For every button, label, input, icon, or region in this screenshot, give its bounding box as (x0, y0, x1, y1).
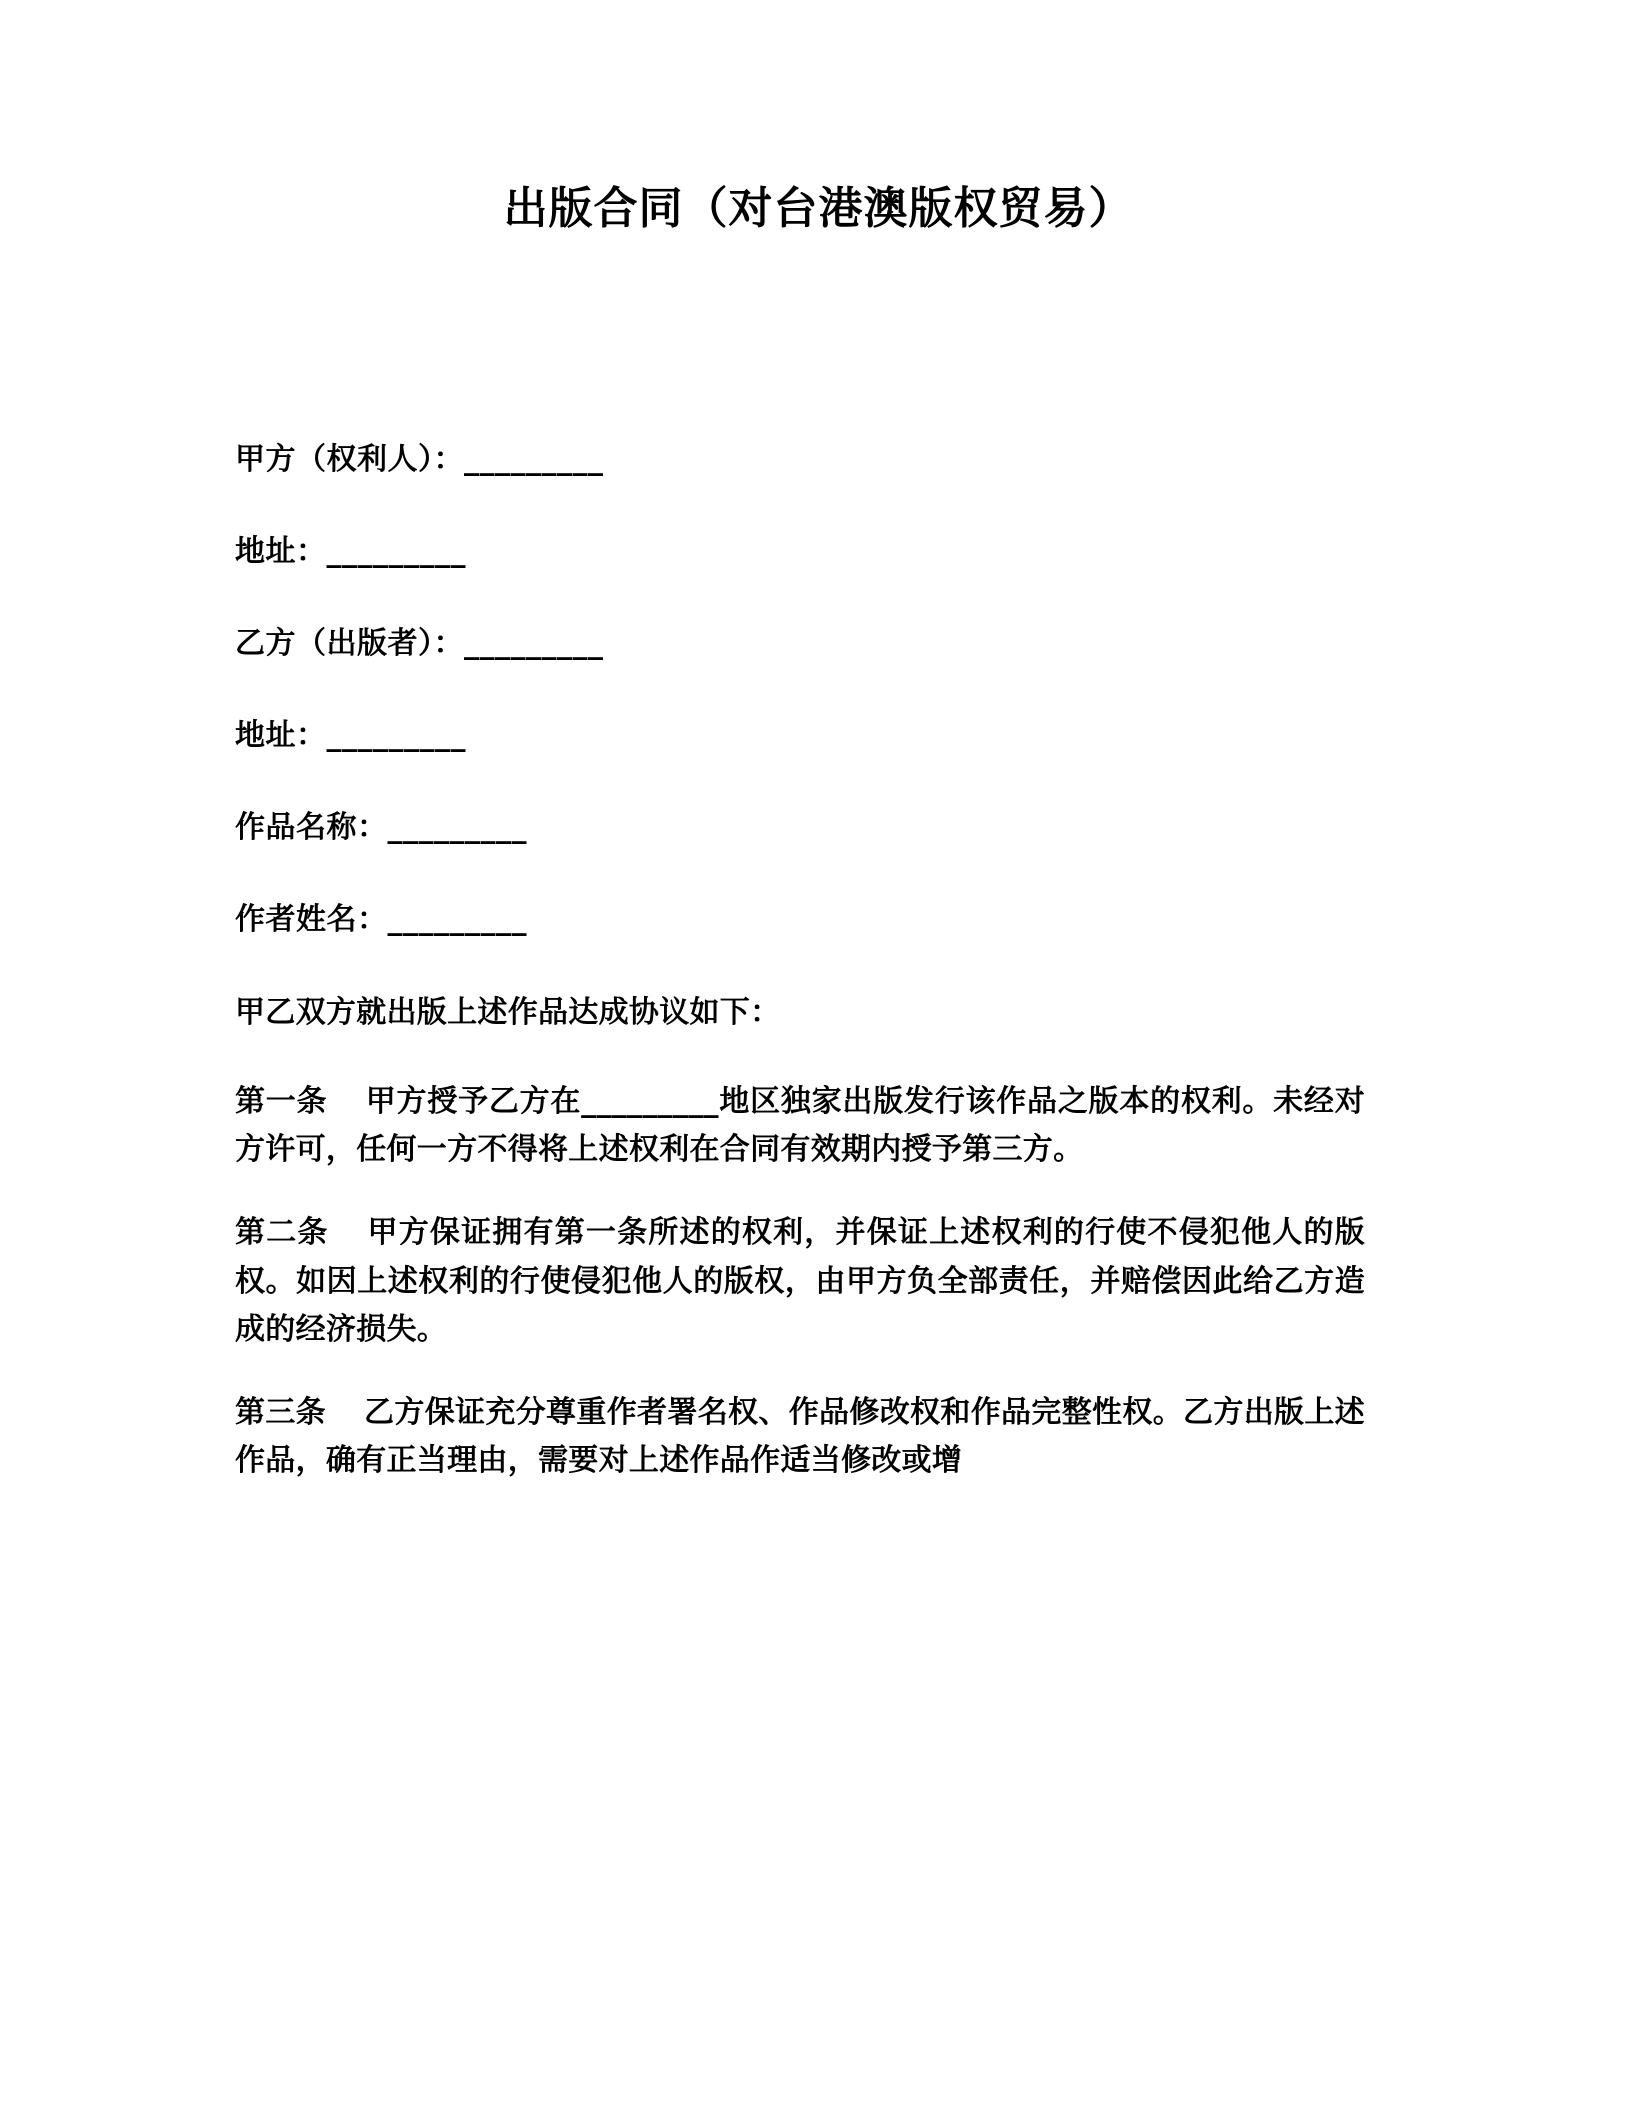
field-party-a-address: 地址：_________ (235, 534, 466, 570)
title-spacer (235, 237, 1432, 437)
field-work-title: 作品名称：_________ (235, 810, 527, 846)
page-title: 出版合同（对台港澳版权贸易） (503, 183, 1134, 234)
clause-1 (235, 1078, 1365, 1175)
agreement-intro: 甲乙双方就出版上述作品达成协议如下： (235, 995, 781, 1031)
clause-1-label: 第一条 (235, 1083, 328, 1119)
field-party-b: 乙方（出版者）：_________ (235, 626, 604, 662)
field-author-name: 作者姓名：_________ (235, 902, 527, 938)
clause-3 (235, 1389, 1365, 1486)
field-party-a: 甲方（权利人）：_________ (235, 442, 604, 478)
field-party-b-address: 地址：_________ (235, 718, 466, 754)
clause-2-text: 甲方保证拥有第一条所述的权利，并保证上述权利的行使不侵犯他人的版权。如因上述权利的行使侵犯他人的版权，由甲方负全部责任，并赔偿因此给乙方造成的经济损失。 (235, 1214, 1365, 1348)
clause-3-label: 第三条 (235, 1394, 326, 1430)
clause-2 (235, 1209, 1365, 1355)
clause-1-text: 甲方授予乙方在_________地区独家出版发行该作品之版本的权利。未经对方许可，任何一方不得将上述权利在合同有效期内授予第三方。 (235, 1083, 1365, 1168)
clause-2-label: 第二条 (235, 1214, 329, 1250)
clause-3-text: 乙方保证充分尊重作者署名权、作品修改权和作品完整性权。乙方出版上述作品，确有正当理由，需要对上述作品作适当修改或增 (235, 1394, 1365, 1479)
